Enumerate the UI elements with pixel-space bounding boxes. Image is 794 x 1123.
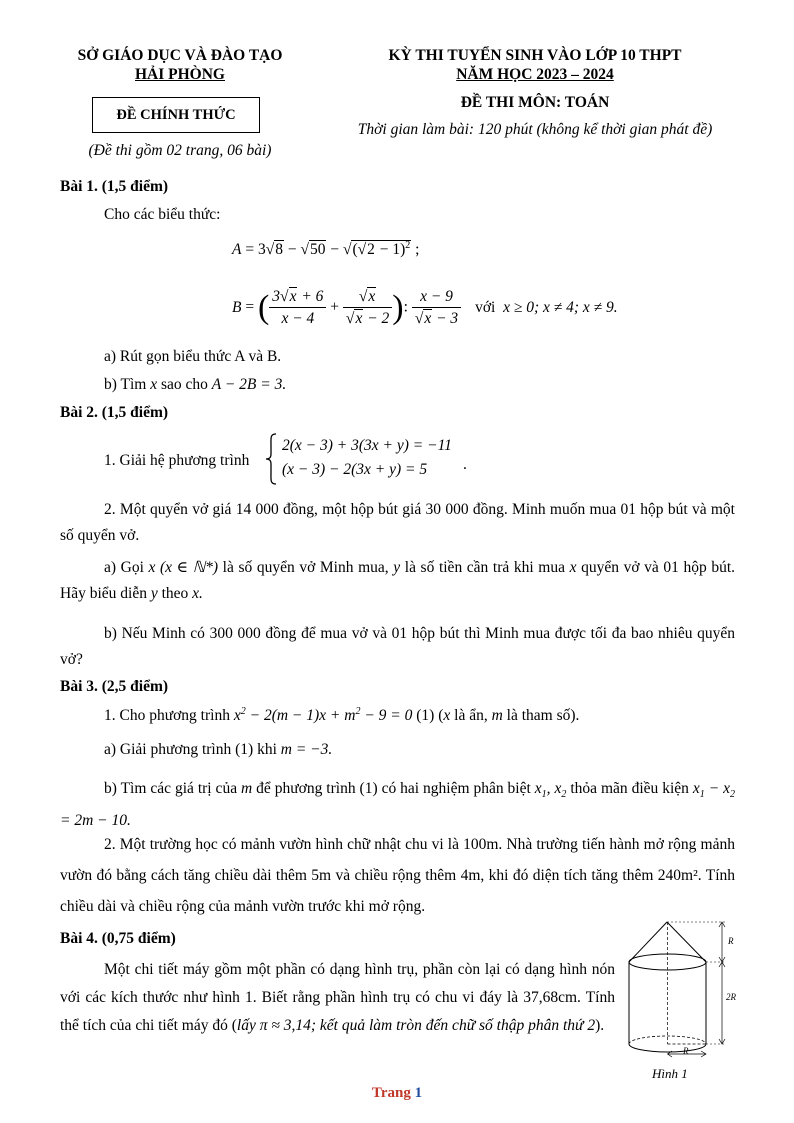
problem-2-part-1-label: 1. Giải hệ phương trình [104,452,250,469]
page-label: Trang [371,1085,411,1101]
problem-1a: a) Rút gọn biểu thức A và B. [104,348,282,365]
department-line-1: SỞ GIÁO DỤC VÀ ĐÀO TẠO [77,47,283,64]
expression-a: $A = 3√8 - √50 - √(√2 - 1)^2$ ; [232,240,420,259]
problem-1-intro: Cho các biểu thức: [104,206,221,223]
equation-system: 2(x − 3) + 3(3x + y) = −11 (x − 3) − 2(3x + y) = 5 [282,437,452,478]
problem-3-part-1: 1. Cho phương trình $x^2 - 2(m - 1)x + m^2 - 9 = 0$ (1) (x là ẩn, m là tham số). [104,706,580,725]
problem-3-title: Bài 3. (2,5 điểm) [60,678,169,695]
pages-note: (Đề thi gồm 02 trang, 06 bài) [88,142,272,159]
cylinder-height-label: 2R [726,992,736,1002]
page-footer [0,1085,794,1102]
problem-2-title: Bài 2. (1,5 điểm) [60,404,169,421]
official-exam-box [92,97,260,133]
expression-b: B = ( $\frac{3√x + 6}{x - 4}$ + $\frac{√x}{√x - 2}$ ): $\frac{x - 9}{√x - 3}$ với x ≥ 0; x ≠ 4; x ≠ 9. [232,288,618,327]
condition-label: với [475,299,496,316]
official-exam-label: ĐỀ CHÍNH THỨC [116,107,236,123]
exam-heading [330,46,740,84]
problem-3b: b) Tìm các giá trị của m để phương trình (1) có hai nghiệm phân biệt $x_1$, $x_2$ thỏa mãn điều kiện $x_1 - x_2 = 2m - 10$. [60,780,736,830]
problem-1-title: Bài 1. (1,5 điểm) [60,178,169,195]
exam-subject: ĐỀ THI MÔN: TOÁN [460,94,610,111]
problem-2a: a) Gọi x (x ∈ ℕ*) là số quyển vở Minh mua, y là số tiền cần trả khi mua x quyển vở và 01 hộp bút. Hãy biểu diễn y theo x. [60,559,736,602]
radius-label: R [683,1046,689,1056]
issuing-department [40,46,320,84]
school-year: NĂM HỌC 2023 – 2024 [456,66,614,83]
department-line-2: HẢI PHÒNG [135,66,225,83]
problem-4-text: Một chi tiết máy gồm một phần có dạng hình trụ, phần còn lại có dạng hình nón với các kích thước như hình 1. Biết rằng phần hình trụ có chu vi đáy là 37,68cm. Tính thể tích của chi tiết máy đó (lấy π ≈ 3,14; kết quả làm tròn đến chữ số thập phân thứ 2). [60,961,615,1034]
problem-1b: b) Tìm x sao cho A − 2B = 3. [104,376,287,393]
figure-caption: Hình 1 [652,1066,688,1081]
problem-3-part-2: 2. Một trường học có mảnh vườn hình chữ nhật chu vi là 100m. Nhà trường tiến hành mở rộng mảnh vườn đó bằng cách tăng chiều dài thêm 5m và chiều rộng thêm 4m, khi đó diện tích tăng thêm 240m². Tính chiều dài và chiều rộng của mảnh vườn trước khi mở rộng. [60,836,735,915]
exam-title: KỲ THI TUYỂN SINH VÀO LỚP 10 THPT [388,47,682,64]
cone-height-label: R [728,936,734,946]
problem-2b: b) Nếu Minh có 300 000 đồng để mua vở và 01 hộp bút thì Minh mua được tối đa bao nhiêu quyển vở? [60,625,735,668]
problem-2-part-2: 2. Một quyển vở giá 14 000 đồng, một hộp bút giá 30 000 đồng. Minh muốn mua 01 hộp bút và một số quyển vở. [60,501,735,544]
time-note: Thời gian làm bài: 120 phút (không kể thời gian phát đề) [357,121,713,138]
page-number: 1 [414,1085,423,1101]
machine-part-figure [622,918,752,1068]
problem-4-title: Bài 4. (0,75 điểm) [60,930,176,947]
system-brace [264,432,278,486]
problem-3a: a) Giải phương trình (1) khi m = −3. [104,741,333,758]
